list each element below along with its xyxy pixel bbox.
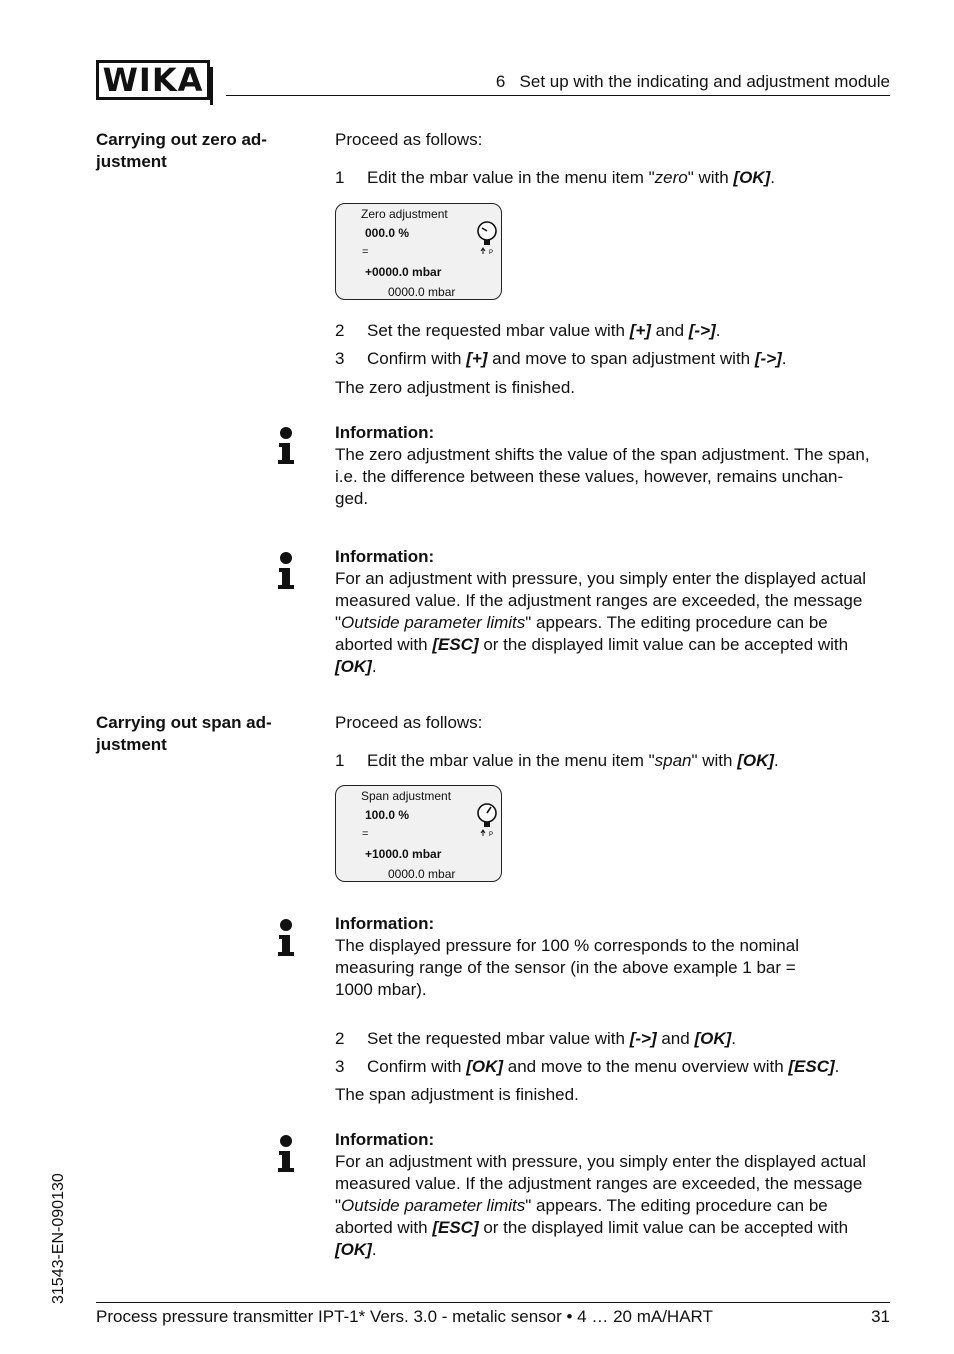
step-text: Confirm with xyxy=(367,349,467,368)
info-line: 1000 mbar). xyxy=(335,980,427,999)
info-line: i.e. the difference between these values, however, remains unchan- xyxy=(335,467,844,486)
zero-step-3 xyxy=(335,348,891,370)
step-text: . xyxy=(781,349,787,368)
step-text: Confirm with xyxy=(367,1057,467,1076)
step-text: Edit the mbar value in the menu item " xyxy=(367,751,655,770)
display-percent: 000.0 % xyxy=(365,226,410,240)
info-block-2 xyxy=(335,546,891,678)
info-text: or the displayed limit value can be accepted with xyxy=(478,1218,849,1237)
info-line: For an adjustment with pressure, you simply enter the displayed actual xyxy=(335,569,867,588)
step-text: and xyxy=(656,1029,695,1048)
step-text: . xyxy=(715,321,721,340)
info-text: aborted with xyxy=(335,1218,433,1237)
info-block-3 xyxy=(335,913,891,1001)
key-label: [OK] xyxy=(737,751,775,770)
key-label: [+] xyxy=(466,349,488,368)
info-text: " appears. The editing procedure can be xyxy=(525,613,828,632)
info-title: Information: xyxy=(335,914,435,933)
display-title: Span adjustment xyxy=(361,789,452,803)
message-name: Outside parameter limits xyxy=(341,613,526,632)
step-number: 3 xyxy=(335,349,345,368)
step-number: 1 xyxy=(335,168,345,187)
step-text: Edit the mbar value in the menu item " xyxy=(367,168,655,187)
span-adjustment-display xyxy=(335,785,502,882)
info-title: Information: xyxy=(335,423,435,442)
wika-logo: WIKA xyxy=(96,60,210,100)
heading-line: justment xyxy=(96,735,167,754)
step-number: 2 xyxy=(335,321,345,340)
key-label: [OK] xyxy=(466,1057,504,1076)
key-label: [ESC] xyxy=(432,1218,479,1237)
info-block-1 xyxy=(335,422,891,510)
key-label: [->] xyxy=(688,321,716,340)
document-code: 31543-EN-090130 xyxy=(50,1173,67,1304)
info-text: " appears. The editing procedure can be xyxy=(525,1196,828,1215)
info-text: " xyxy=(335,613,342,632)
info-text: or the displayed limit value can be accepted with xyxy=(478,635,849,654)
key-label: [OK] xyxy=(733,168,771,187)
info-text: . xyxy=(371,657,377,676)
svg-text:P: P xyxy=(489,832,494,838)
span-finished-text: The span adjustment is finished. xyxy=(335,1085,579,1104)
zero-finished-text: The zero adjustment is finished. xyxy=(335,378,576,397)
display-value: +1000.0 mbar xyxy=(365,847,442,861)
span-step-3 xyxy=(335,1056,891,1078)
info-icon xyxy=(276,550,296,590)
page-number: 31 xyxy=(871,1307,890,1326)
step-text: . xyxy=(834,1057,840,1076)
pressure-gauge-icon xyxy=(476,802,498,838)
key-label: [->] xyxy=(629,1029,657,1048)
info-icon xyxy=(276,917,296,957)
heading-line: Carrying out zero ad- xyxy=(96,130,267,149)
key-label: [ESC] xyxy=(432,635,479,654)
section-title: 6 Set up with the indicating and adjustment module xyxy=(495,72,890,91)
step-text: " with xyxy=(691,751,738,770)
info-line: The zero adjustment shifts the value of the span adjustment. The span, xyxy=(335,445,870,464)
display-equals: = xyxy=(362,828,369,840)
step-text: . xyxy=(731,1029,736,1048)
span-step-2 xyxy=(335,1028,891,1050)
info-line: The displayed pressure for 100 % corresponds to the nominal xyxy=(335,936,799,955)
zero-adjustment-heading xyxy=(96,129,296,173)
step-number: 2 xyxy=(335,1029,345,1048)
key-label: [OK] xyxy=(335,1240,372,1259)
info-block-4 xyxy=(335,1129,891,1261)
key-label: [OK] xyxy=(335,657,372,676)
display-percent: 100.0 % xyxy=(365,808,410,822)
step-text: Set the requested mbar value with xyxy=(367,321,630,340)
info-line: measured value. If the adjustment ranges are exceeded, the message xyxy=(335,1174,863,1193)
span-step-1 xyxy=(335,750,891,772)
svg-text:P: P xyxy=(489,250,494,256)
menu-item-name: span xyxy=(654,751,692,770)
step-text: " with xyxy=(687,168,734,187)
span-proceed-text: Proceed as follows: xyxy=(335,713,483,732)
heading-line: Carrying out span ad- xyxy=(96,713,272,732)
info-line xyxy=(335,634,891,656)
display-title: Zero adjustment xyxy=(361,207,448,221)
zero-adjustment-display xyxy=(335,203,502,300)
zero-step-2 xyxy=(335,320,891,342)
display-actual: 0000.0 mbar xyxy=(388,867,456,881)
step-text: and move to the menu overview with xyxy=(503,1057,789,1076)
key-label: [ESC] xyxy=(788,1057,835,1076)
key-label: [+] xyxy=(629,321,651,340)
header-divider xyxy=(226,95,890,96)
info-line: measured value. If the adjustment ranges are exceeded, the message xyxy=(335,591,863,610)
info-text: . xyxy=(371,1240,377,1259)
step-text: and move to span adjustment with xyxy=(487,349,755,368)
step-text: Set the requested mbar value with xyxy=(367,1029,630,1048)
info-line: ged. xyxy=(335,489,369,508)
info-title: Information: xyxy=(335,1130,435,1149)
heading-line: justment xyxy=(96,152,167,171)
footer-divider xyxy=(96,1302,890,1303)
info-icon xyxy=(276,1133,296,1173)
info-line: measuring range of the sensor (in the above example 1 bar = xyxy=(335,958,796,977)
display-equals: = xyxy=(362,246,369,258)
info-line xyxy=(335,1239,891,1261)
display-value: +0000.0 mbar xyxy=(365,265,442,279)
pressure-gauge-icon xyxy=(476,220,498,256)
info-icon xyxy=(276,425,296,465)
info-line xyxy=(335,656,891,678)
info-title: Information: xyxy=(335,547,435,566)
zero-step-1 xyxy=(335,167,891,189)
key-label: [->] xyxy=(754,349,782,368)
key-label: [OK] xyxy=(694,1029,732,1048)
step-text: and xyxy=(650,321,689,340)
info-line xyxy=(335,1195,891,1217)
zero-proceed-text: Proceed as follows: xyxy=(335,130,483,149)
info-line xyxy=(335,612,891,634)
info-line xyxy=(335,1217,891,1239)
display-actual: 0000.0 mbar xyxy=(388,285,456,299)
message-name: Outside parameter limits xyxy=(341,1196,526,1215)
step-text: . xyxy=(774,751,779,770)
step-text: . xyxy=(770,168,775,187)
info-text: " xyxy=(335,1196,342,1215)
footer-text: Process pressure transmitter IPT-1* Vers. 3.0 - metalic sensor • 4 … 20 mA/HART xyxy=(96,1307,713,1326)
span-adjustment-heading xyxy=(96,712,296,756)
info-line: For an adjustment with pressure, you simply enter the displayed actual xyxy=(335,1152,867,1171)
step-number: 1 xyxy=(335,751,345,770)
menu-item-name: zero xyxy=(654,168,688,187)
step-number: 3 xyxy=(335,1057,345,1076)
info-text: aborted with xyxy=(335,635,433,654)
